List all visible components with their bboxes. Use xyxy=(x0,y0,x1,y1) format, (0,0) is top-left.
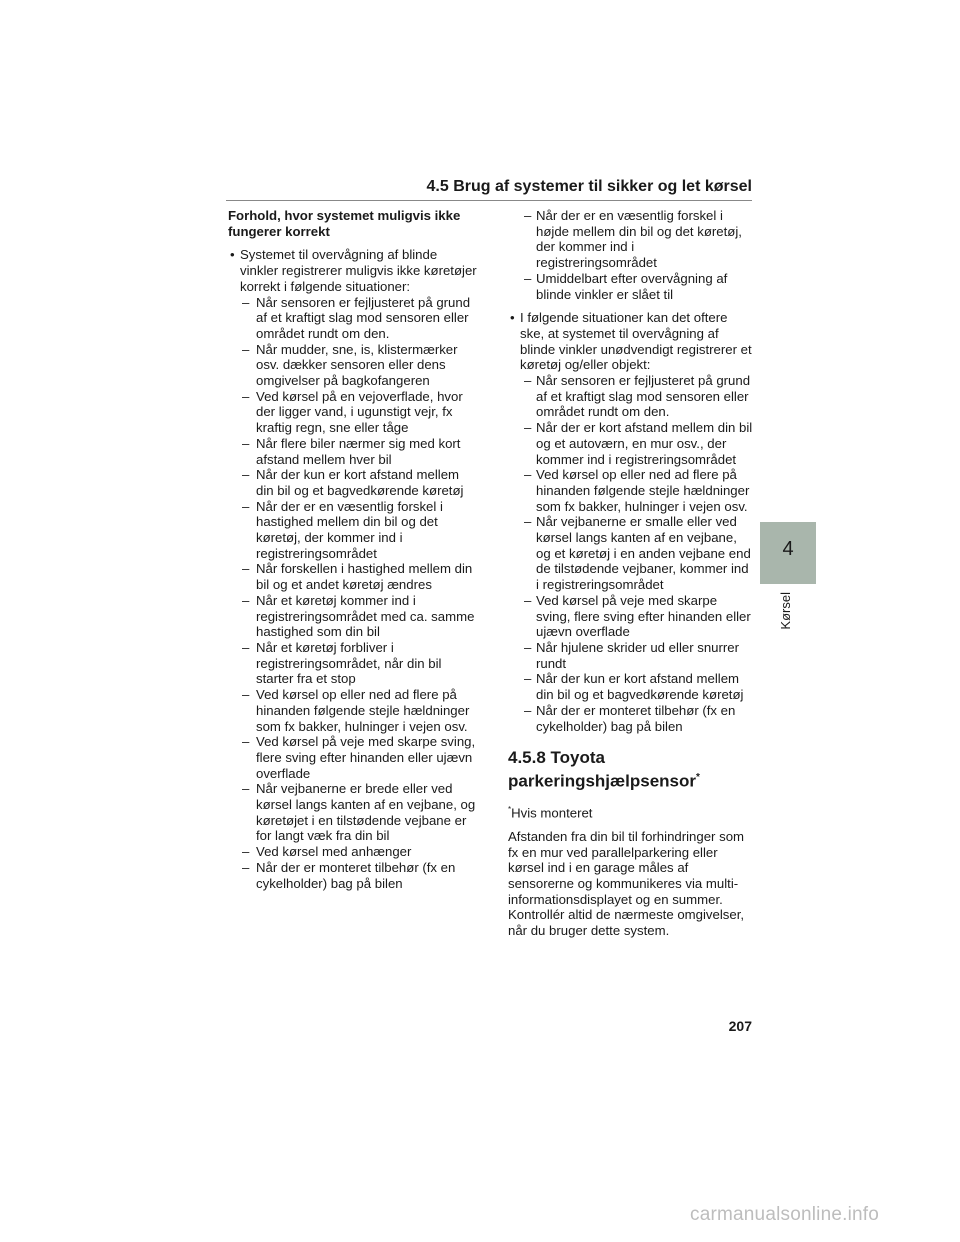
list-item: – Når der er monteret tilbehør (fx en cykelholder) bag på bilen xyxy=(508,703,754,734)
list-item: – Ved kørsel med anhænger xyxy=(228,844,478,860)
list-item: – Når flere biler nærmer sig med kort afstand mellem hver bil xyxy=(228,436,478,467)
left-sub-list xyxy=(228,295,478,892)
chapter-tab-label: Kørsel xyxy=(778,592,793,630)
section-title xyxy=(508,748,754,792)
section-asterisk: * xyxy=(696,772,700,784)
list-item: – Når et køretøj forbliver i registreringsområdet, når din bil starter fra et stop xyxy=(228,640,478,687)
list-item: – Når der er kort afstand mellem din bil og et autoværn, en mur osv., der kommer ind i registreringsområdet xyxy=(508,420,754,467)
watermark: carmanualsonline.info xyxy=(690,1204,880,1225)
page-number: 207 xyxy=(728,1018,752,1034)
list-item: – Ved kørsel op eller ned ad flere på hinanden følgende stejle hældninger som fx bakker, hulninger i vejen osv. xyxy=(228,687,478,734)
footnote xyxy=(508,802,754,821)
list-item: – Når vejbanerne er smalle eller ved kørsel langs kanten af en vejbane, og et køretøj i en anden vejbane end de tilstødende vejbaner, kommer ind i registreringsområdet xyxy=(508,514,754,593)
list-item: – Når sensoren er fejljusteret på grund af et kraftigt slag mod sensoren eller området rundt om den. xyxy=(508,373,754,420)
list-item: – Når der er en væsentlig forskel i højde mellem din bil og det køretøj, der kommer ind i registreringsområdet xyxy=(508,208,754,271)
list-item: – Når hjulene skrider ud eller snurrer rundt xyxy=(508,640,754,671)
list-item: – Ved kørsel op eller ned ad flere på hinanden følgende stejle hældninger som fx bakker, hulninger i vejen osv. xyxy=(508,467,754,514)
list-item: – Når der kun er kort afstand mellem din bil og et bagvedkørende køretøj xyxy=(508,671,754,702)
continued-sub-list xyxy=(508,208,754,302)
left-column xyxy=(228,208,478,891)
list-item: – Ved kørsel på en vejoverflade, hvor der ligger vand, i ugunstigt vejr, fx kraftig regn, sne eller tåge xyxy=(228,389,478,436)
right-sub-list xyxy=(508,373,754,734)
bullet-item: • I følgende situationer kan det oftere ske, at systemet til overvågning af blinde vinkler unødvendigt registrerer et køretøj og/eller objekt: xyxy=(508,310,754,373)
list-item: – Når sensoren er fejljusteret på grund af et kraftigt slag mod sensoren eller området rundt om den. xyxy=(228,295,478,342)
footnote-asterisk: * xyxy=(508,804,512,814)
list-item: – Når der kun er kort afstand mellem din bil og et bagvedkørende køretøj xyxy=(228,467,478,498)
list-item: – Ved kørsel på veje med skarpe sving, flere sving efter hinanden eller ujævn overflade xyxy=(228,734,478,781)
header-divider xyxy=(226,200,752,201)
section-subheading: Forhold, hvor systemet muligvis ikke fungerer korrekt xyxy=(228,208,461,239)
list-item: – Når mudder, sne, is, klistermærker osv. dækker sensoren eller dens omgivelser på bagkofangeren xyxy=(228,342,478,389)
list-item: – Når forskellen i hastighed mellem din bil og et andet køretøj ændres xyxy=(228,561,478,592)
list-item: – Ved kørsel på veje med skarpe sving, flere sving efter hinanden eller ujævn overflade xyxy=(508,593,754,640)
list-item: – Når der er en væsentlig forskel i hastighed mellem din bil og det køretøj, der kommer ind i registreringsområdet xyxy=(228,499,478,562)
list-item: – Umiddelbart efter overvågning af blinde vinkler er slået til xyxy=(508,271,754,302)
list-item: – Når der er monteret tilbehør (fx en cykelholder) bag på bilen xyxy=(228,860,478,891)
list-item: – Når vejbanerne er brede eller ved kørsel langs kanten af en vejbane, og køretøjet i en tilstødende vejbane er for langt væk fra din bil xyxy=(228,781,478,844)
right-column xyxy=(508,208,754,939)
footnote-text: Hvis monteret xyxy=(511,805,593,821)
chapter-tab-number: 4 xyxy=(782,538,794,560)
section-title-text: 4.5.8 Toyota parkeringshjælpsensor xyxy=(508,748,697,791)
body-paragraph: Afstanden fra din bil til forhindringer som fx en mur ved parallelparkering eller kørsel ind i en garage måles af sensorerne og kommunikeres via multi-informationsdisplayet og en summer. Kontrollér altid de nærmeste omgivelser, når du bruger dette system. xyxy=(508,828,745,939)
list-item: – Når et køretøj kommer ind i registreringsområdet med ca. samme hastighed som din bil xyxy=(228,593,478,640)
bullet-item: • Systemet til overvågning af blinde vinkler registrerer muligvis ikke køretøjer korrekt i følgende situationer: xyxy=(228,247,478,294)
chapter-header: 4.5 Brug af systemer til sikker og let kørsel xyxy=(426,178,752,195)
